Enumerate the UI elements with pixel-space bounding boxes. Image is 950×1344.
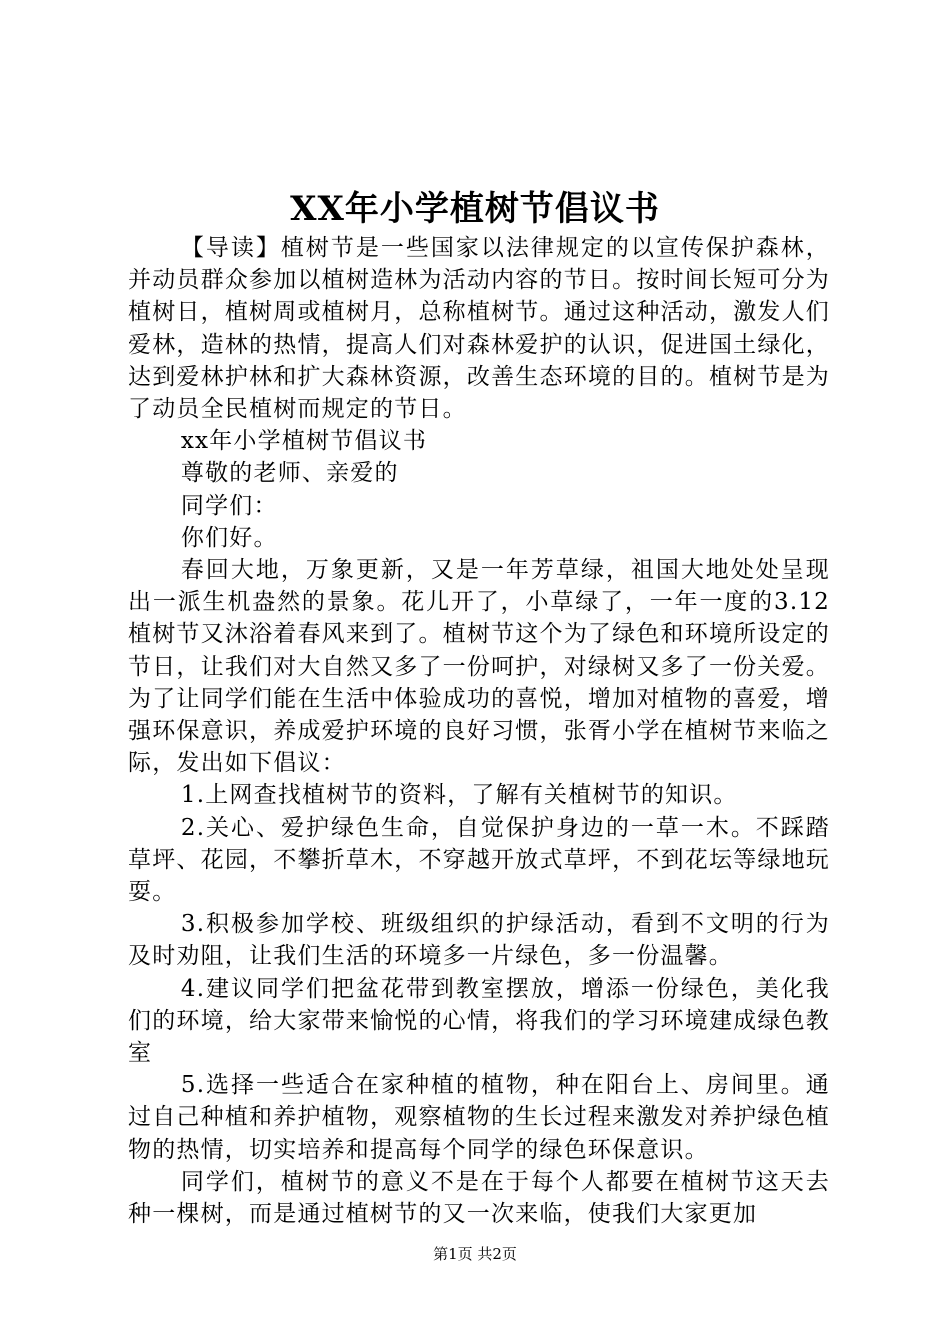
page-footer: 第1页 共2页 xyxy=(433,1245,517,1263)
intro-paragraph: 【导读】植树节是一些国家以法律规定的以宣传保护森林，并动员群众参加以植树造林为活动内容的节日。按时间长短可分为植树日，植树周或植树月，总称植树节。通过这种活动，激发人们爱林，造林的热情，提高人们对森林爱护的认识，促进国土绿化，达到爱林护林和扩大森林资源，改善生态环境的目的。植树节是为了动员全民植树而规定的节日。 xyxy=(128,235,830,423)
proposal-item: 1.上网查找植树节的资料，了解有关植树节的知识。 xyxy=(180,782,738,809)
greeting-line: 你们好。 xyxy=(180,524,278,551)
document-title: XX年小学植树节倡议书 xyxy=(290,189,660,229)
proposal-item: 2.关心、爱护绿色生命，自觉保护身边的一草一木。不踩踏草坪、花园，不攀折草木，不穿越开放式草坪，不到花坛等绿地玩耍。 xyxy=(128,814,830,906)
salutation-line: 尊敬的老师、亲爱的 xyxy=(180,460,399,487)
proposal-item: 3.积极参加学校、班级组织的护绿活动，看到不文明的行为及时劝阻，让我们生活的环境多一片绿色，多一份温馨。 xyxy=(128,911,830,970)
subtitle-line: xx年小学植树节倡议书 xyxy=(180,428,428,455)
document-body xyxy=(128,232,830,1230)
body-paragraph: 同学们，植树节的意义不是在于每个人都要在植树节这天去种一棵树，而是通过植树节的又一次来临，使我们大家更加 xyxy=(128,1168,830,1228)
salutation-line: 同学们： xyxy=(180,492,278,519)
body-paragraph: 春回大地，万象更新，又是一年芳草绿，祖国大地处处呈现出一派生机盎然的景象。花儿开了，小草绿了，一年一度的3.12植树节又沐浴着春风来到了。植树节这个为了绿色和环境所设定的节日，让我们对大自然又多了一份呵护，对绿树又多了一份关爱。为了让同学们能在生活中体验成功的喜悦，增加对植物的喜爱，增强环保意识，养成爱护环境的良好习惯，张胥小学在植树节来临之际，发出如下倡议： xyxy=(128,557,830,777)
proposal-item: 4.建议同学们把盆花带到教室摆放，增添一份绿色，美化我们的环境，给大家带来愉悦的心情，将我们的学习环境建成绿色教室 xyxy=(128,975,830,1067)
proposal-item: 5.选择一些适合在家种植的植物，种在阳台上、房间里。通过自己种植和养护植物，观察植物的生长过程来激发对养护绿色植物的热情，切实培养和提高每个同学的绿色环保意识。 xyxy=(128,1072,830,1163)
